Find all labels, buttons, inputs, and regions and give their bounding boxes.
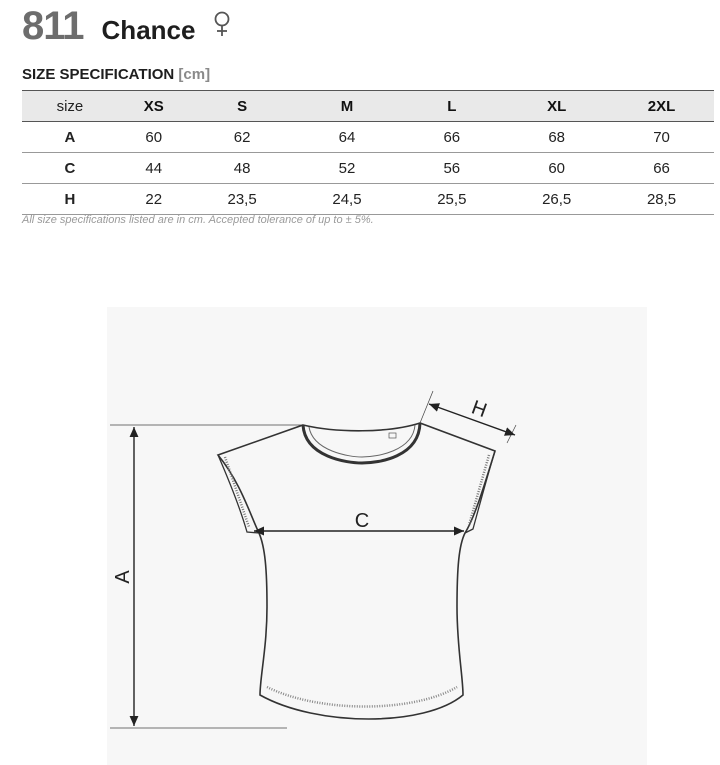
tolerance-note: All size specifications listed are in cm. Accepted tolerance of up to ± 5%. [22,214,374,226]
table-header-row [22,91,714,122]
spec-unit: [cm] [178,66,211,83]
product-code: 811 [22,4,84,48]
table-cell: 64 [338,128,356,146]
product-header [22,4,195,48]
column-header: S [237,97,248,115]
table-cell: 22 [145,190,163,208]
table-row [22,153,714,184]
column-header: L [447,97,457,115]
female-symbol-icon [212,10,232,38]
table-cell: 48 [233,159,251,177]
row-label: C [64,159,76,177]
column-header: XL [547,97,567,115]
hem-stitch [267,687,457,707]
product-name: Chance [101,15,196,45]
tshirt-diagram-svg [107,307,647,765]
table-row [22,184,714,215]
size-table [22,90,714,215]
tshirt-outline [218,423,495,719]
table-cell: 60 [145,128,163,146]
neckline-inner [309,425,415,457]
sleeve-left [218,455,259,533]
table-cell: 68 [548,128,566,146]
row-label: A [64,128,76,146]
table-cell: 70 [653,128,670,146]
table-row [22,122,714,153]
table-cell: 52 [338,159,356,177]
left-sleeve-stitch [225,457,249,527]
table-cell: 26,5 [542,190,572,208]
table-cell: 56 [443,159,461,177]
garment-diagram [107,307,647,765]
spec-title [22,66,210,83]
right-sleeve-stitch [469,455,489,525]
dimension-h-label: H [468,396,490,423]
dimension-h-guide-left [420,391,433,423]
dimension-c-label: C [354,510,370,532]
table-cell: 24,5 [332,190,362,208]
table-cell: 25,5 [437,190,467,208]
table-cell: 44 [145,159,163,177]
table-cell: 23,5 [227,190,257,208]
column-header: 2XL [647,97,676,115]
neck-label-tag [389,433,396,438]
column-header: M [340,97,354,115]
table-cell: 66 [443,128,461,146]
column-header: XS [143,97,164,115]
table-cell: 28,5 [646,190,677,208]
table-cell: 66 [653,159,670,177]
spec-title-text: SIZE SPECIFICATION [22,66,175,83]
table-cell: 60 [548,159,566,177]
table-cell: 62 [233,128,251,146]
column-header: size [56,97,84,115]
row-label: H [64,190,76,208]
dimension-a-label: A [112,570,134,584]
